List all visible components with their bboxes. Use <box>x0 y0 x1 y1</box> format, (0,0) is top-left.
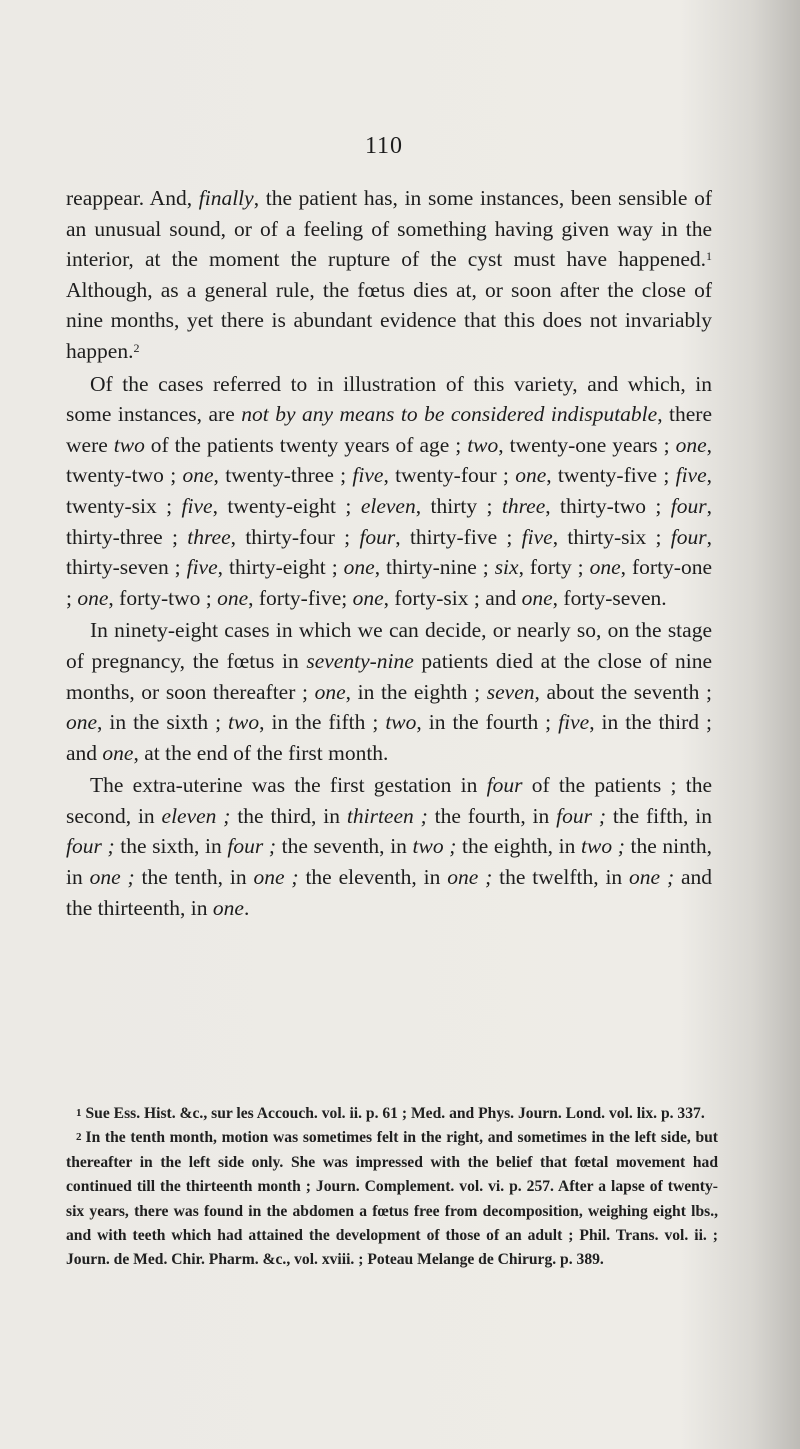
footnote-ref: 1 <box>706 249 712 264</box>
text-run: the seventh, in <box>275 834 413 859</box>
footnotes <box>66 1102 718 1273</box>
footnote <box>66 1102 718 1126</box>
text-run: , forty-one ; <box>66 555 713 610</box>
body-paragraph <box>66 615 712 768</box>
italic-text: five <box>675 463 707 488</box>
italic-text: five <box>352 463 384 488</box>
italic-text: two <box>113 432 145 457</box>
text-run: , thirty-seven ; <box>66 524 712 580</box>
page-number: 110 <box>364 133 404 159</box>
italic-text: five <box>186 555 218 580</box>
italic-text: thirteen ; <box>346 803 428 828</box>
text-run: , twenty-six ; <box>66 463 713 518</box>
footnote-text: In the tenth month, motion was sometimes felt in the right, and sometimes in the left side, but thereafter in the left side only. She was impressed with the belief that fœtal movement had continued till the thirteenth month ; Journ. Complement. vol. vi. p. 257. After a lapse of twenty-six years, there was found in the abdomen a fœtus free from decomposition, weighing eight lbs., and with teeth which had attained the development of those of an adult ; Phil. Trans. vol. ii. ; Journ. de Med. Chir. Pharm. &c., vol. xviii. ; Poteau Melange de Chirurg. p. 389. <box>66 1129 718 1269</box>
italic-text: four ; <box>227 834 276 859</box>
italic-text: two <box>228 710 260 735</box>
text-run: Although, as a general rule, the fœtus dies at, or soon after the close of nine months, yet there is abundant evidence that this does not invariably happen. <box>66 277 712 363</box>
footnote-text: Sue Ess. Hist. &c., sur les Accouch. vol. ii. p. 61 ; Med. and Phys. Journ. Lond. vol. lix. p. 337. <box>85 1105 705 1122</box>
italic-text: one <box>343 555 375 580</box>
italic-text: one <box>212 895 244 920</box>
text-run: , forty-two ; <box>108 585 218 610</box>
text-run: of the patients ; the second, in <box>66 773 712 828</box>
text-run: , the patient has, in some instances, been sensible of an unusual sound, or of a feeling of something having given way in the interior, at the moment the rupture of the cyst must have happened. <box>66 186 712 272</box>
italic-text: four ; <box>556 803 607 828</box>
italic-text: one <box>589 555 621 580</box>
text-run: The extra-uterine was the first gestation in <box>90 773 487 798</box>
text-run: the third, in <box>230 803 347 828</box>
text-run: , about the seventh ; <box>534 679 712 704</box>
body-paragraph <box>66 770 712 923</box>
italic-text: four <box>486 773 523 798</box>
footnote-ref: 2 <box>133 340 140 355</box>
text-run: , forty-six ; and <box>383 585 522 610</box>
text-run: , thirty-nine ; <box>374 555 495 580</box>
italic-text: seven <box>486 679 535 704</box>
text-run: , twenty-one years ; <box>498 432 676 457</box>
text-run: the fourth, in <box>427 803 557 828</box>
body-paragraph <box>66 183 712 367</box>
italic-text: six <box>494 555 519 580</box>
text-run: of the patients twenty years of age ; <box>144 432 468 457</box>
text-run: the twelfth, in <box>492 865 630 890</box>
italic-text: one ; <box>629 865 675 890</box>
italic-text: two ; <box>581 834 625 859</box>
text-run: the ninth, in <box>66 834 712 890</box>
text-run: , thirty-eight ; <box>217 555 344 580</box>
italic-text: two ; <box>412 834 457 859</box>
italic-text: four ; <box>66 834 115 859</box>
text-run: , thirty-two ; <box>545 493 671 518</box>
italic-text: seventy-nine <box>306 648 414 673</box>
text-run: , there were <box>66 402 713 457</box>
italic-text: four <box>359 524 396 549</box>
text-run: . <box>243 895 250 920</box>
text-run: , forty ; <box>518 555 590 580</box>
italic-text: one <box>66 710 98 735</box>
text-run: , forty-seven. <box>552 585 667 610</box>
text-run: , in the sixth ; <box>97 710 229 735</box>
italic-text: one <box>314 679 346 704</box>
italic-text: one ; <box>253 865 299 890</box>
italic-text: one <box>521 585 553 610</box>
text-run: , in the eighth ; <box>345 679 487 704</box>
italic-text: one <box>102 740 134 765</box>
text-run: , twenty-four ; <box>383 463 516 488</box>
text-run: , in the third ; and <box>66 710 713 765</box>
italic-text: one <box>352 585 384 610</box>
italic-text: two <box>467 432 499 457</box>
text-run: , in the fifth ; <box>259 710 386 735</box>
italic-text: eleven <box>360 493 416 518</box>
text-run: In ninety-eight cases in which we can decide, or nearly so, on the stage of pregnancy, the fœtus in <box>66 618 712 673</box>
text-run: the fifth, in <box>606 803 712 828</box>
text-run: reappear. And, <box>66 186 199 210</box>
body-text <box>66 183 712 923</box>
italic-text: one ; <box>447 865 493 890</box>
text-run: the sixth, in <box>114 834 228 859</box>
italic-text: one <box>217 585 249 610</box>
text-run: Of the cases referred to in illustration of this variety, and which, in some instances, are <box>66 371 712 427</box>
text-run: the eleventh, in <box>298 865 448 890</box>
text-run: , thirty-four ; <box>230 524 360 549</box>
italic-text: not by any means to be considered indisputable <box>241 402 658 427</box>
text-run: , thirty ; <box>415 493 502 518</box>
text-run: the eighth, in <box>456 834 582 859</box>
italic-text: one ; <box>89 865 135 890</box>
text-run: , forty-five; <box>248 585 353 610</box>
text-run: patients died at the close of nine months, or soon thereafter ; <box>66 648 712 704</box>
italic-text: finally <box>198 186 254 210</box>
italic-text: four <box>670 524 707 549</box>
italic-text: four <box>670 493 707 518</box>
footnote-mark: 2 <box>76 1131 82 1144</box>
footnote-mark: 1 <box>76 1107 82 1119</box>
body-paragraph <box>66 369 712 614</box>
footnote <box>66 1126 718 1272</box>
text-run: and the thirteenth, in <box>66 865 713 920</box>
italic-text: three <box>501 493 546 518</box>
italic-text: five <box>558 710 590 735</box>
text-run: , twenty-two ; <box>66 432 712 488</box>
italic-text: one <box>77 585 109 610</box>
italic-text: one <box>675 432 707 457</box>
text-run: , thirty-three ; <box>66 493 713 549</box>
italic-text: two <box>385 710 417 735</box>
italic-text: five <box>181 493 213 518</box>
text-run: , twenty-three ; <box>213 463 353 488</box>
italic-text: five <box>521 524 553 549</box>
text-run: , thirty-six ; <box>552 524 671 549</box>
italic-text: eleven ; <box>161 803 231 828</box>
text-run: , thirty-five ; <box>395 524 522 549</box>
italic-text: one <box>182 463 214 488</box>
text-run: , twenty-eight ; <box>212 493 361 518</box>
text-run: , at the end of the first month. <box>133 740 389 765</box>
text-run: , in the fourth ; <box>416 710 559 735</box>
italic-text: one <box>515 463 547 488</box>
text-run: , twenty-five ; <box>546 463 676 488</box>
italic-text: three <box>187 524 231 549</box>
text-run: the tenth, in <box>134 865 254 890</box>
